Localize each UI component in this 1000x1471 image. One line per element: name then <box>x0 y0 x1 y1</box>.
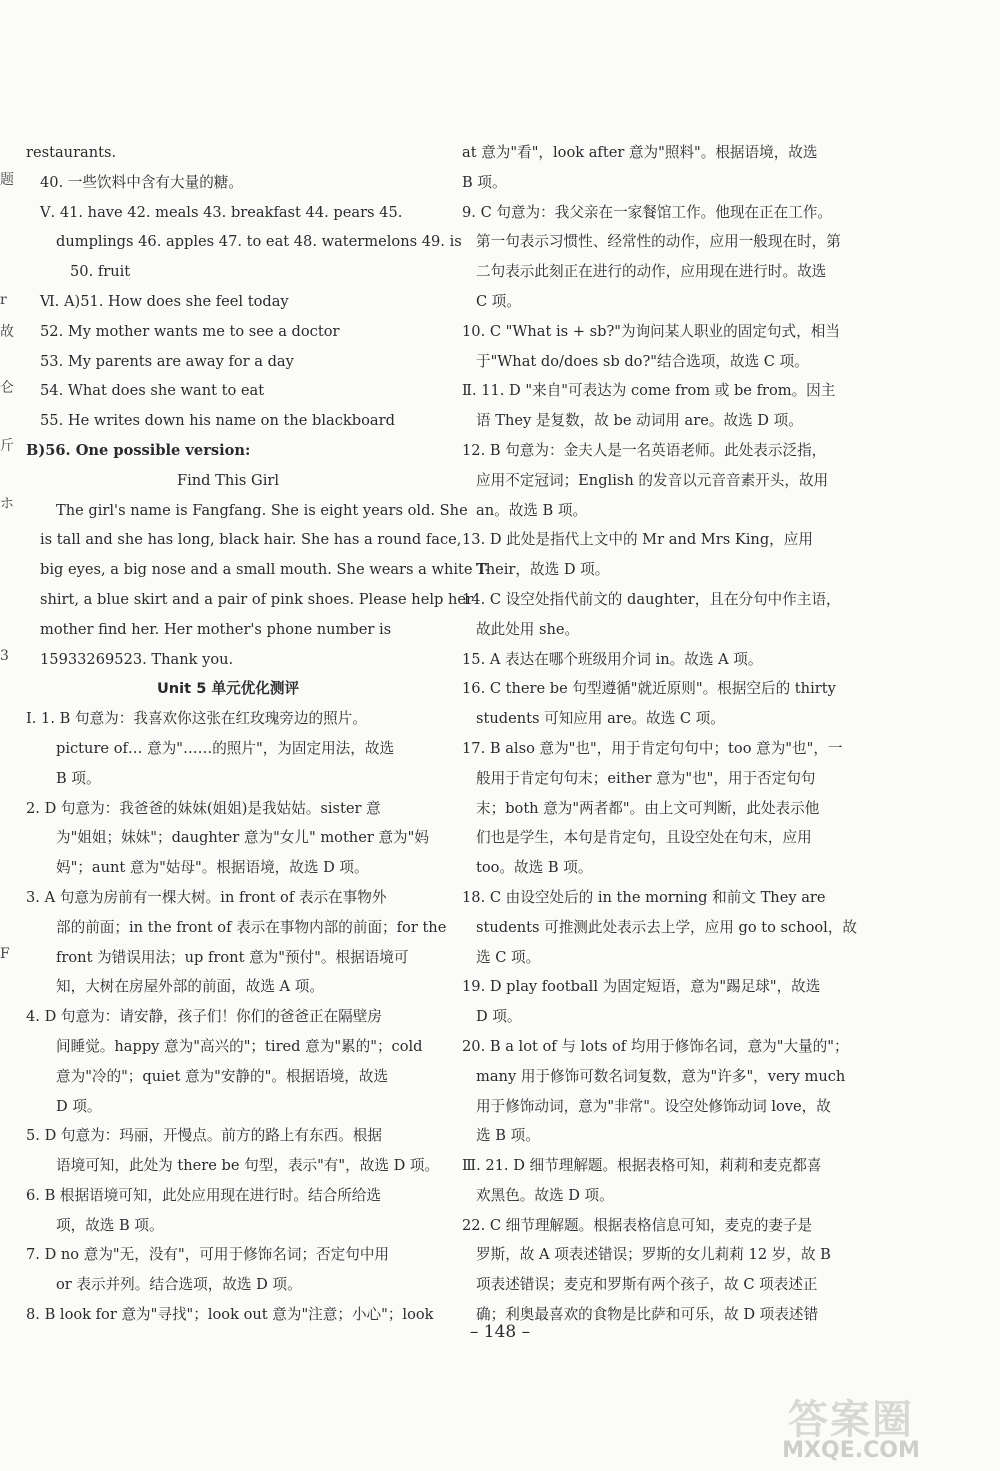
text-line: 般用于肯定句句末；either 意为"也"，用于否定句句 <box>476 769 816 787</box>
text-line: 4. D 句意为：请安静，孩子们！你们的爸爸正在隔壁房 <box>26 1008 382 1026</box>
text-line: Ⅰ. 1. B 句意为：我喜欢你这张在红玫瑰旁边的照片。 <box>26 710 367 728</box>
text-line: 间睡觉。happy 意为"高兴的"；tired 意为"累的"；cold <box>56 1037 423 1055</box>
text-line: Ⅲ. 21. D 细节理解题。根据表格可知，莉莉和麦克都喜 <box>462 1157 822 1175</box>
section-heading: Unit 5 单元优化测评 <box>156 680 300 698</box>
text-line: 故此处用 she。 <box>476 620 580 638</box>
text-line: 选 C 项。 <box>476 948 541 966</box>
text-line: 19. D play football 为固定短语，意为"踢足球"，故选 <box>462 978 821 996</box>
text-line: The girl's name is Fangfang. She is eight years old. She <box>56 501 468 519</box>
text-line: 2. D 句意为：我爸爸的妹妹(姐姐)是我姑姑。sister 意 <box>26 799 381 817</box>
text-line: 确；利奥最喜欢的食物是比萨和可乐，故 D 项表述错 <box>476 1306 819 1324</box>
watermark <box>716 1388 986 1468</box>
text-line: 欢黑色。故选 D 项。 <box>476 1186 614 1204</box>
text-line: an。故选 B 项。 <box>476 501 588 519</box>
text-line: 22. C 细节理解题。根据表格信息可知，麦克的妻子是 <box>462 1216 813 1234</box>
text-line: or 表示并列。结合选项，故选 D 项。 <box>56 1276 302 1294</box>
text-line: 15. A 表达在哪个班级用介词 in。故选 A 项。 <box>462 650 763 668</box>
edge-char: r <box>0 292 7 308</box>
text-line: B)56. One possible version: <box>26 441 251 459</box>
text-line: Ⅴ. 41. have 42. meals 43. breakfast 44. pears 45. <box>40 203 403 221</box>
text-line: is tall and she has long, black hair. She has a round face, <box>40 531 462 549</box>
text-line: at 意为"看"，look after 意为"照料"。根据语境，故选 <box>462 144 818 161</box>
edge-char: 仑 <box>0 380 14 396</box>
text-line: D 项。 <box>476 1008 522 1026</box>
text-line: 用于修饰动词，意为"非常"。设空处修饰动词 love，故 <box>476 1097 831 1115</box>
essay-title: Find This Girl <box>176 471 280 489</box>
text-line: 9. C 句意为：我父亲在一家餐馆工作。他现在正在工作。 <box>462 203 833 221</box>
edge-char: F <box>0 946 10 962</box>
text-line: Ⅵ. A)51. How does she feel today <box>40 292 289 310</box>
text-line: 50. fruit <box>70 263 131 281</box>
text-line: too。故选 B 项。 <box>476 859 593 877</box>
page-number: – 148 – <box>469 1322 531 1342</box>
text-line: 5. D 句意为：玛丽，开慢点。前方的路上有东西。根据 <box>26 1127 382 1145</box>
text-line: 知，大树在房屋外部的前面，故选 A 项。 <box>56 978 324 996</box>
text-line: students 可推测此处表示去上学，应用 go to school，故 <box>476 918 858 936</box>
text-line: 10. C "What is + sb?"为询问某人职业的固定句式，相当 <box>462 322 840 340</box>
edge-char: 斤 <box>0 438 14 454</box>
text-line: 项，故选 B 项。 <box>56 1216 164 1234</box>
text-line: 54. What does she want to eat <box>40 382 265 400</box>
text-line: 17. B also 意为"也"，用于肯定句句中；too 意为"也"，一 <box>462 739 843 757</box>
left-column <box>26 138 490 1330</box>
text-line: 选 B 项。 <box>476 1127 540 1145</box>
text-line: big eyes, a big nose and a small mouth. She wears a white T- <box>40 561 490 579</box>
text-line: 55. He writes down his name on the blackboard <box>40 412 395 430</box>
text-line: 项表述错误；麦克和罗斯有两个孩子，故 C 项表述正 <box>476 1276 818 1294</box>
text-line: D 项。 <box>56 1097 102 1115</box>
text-line: picture of… 意为"……的照片"，为固定用法，故选 <box>56 739 395 757</box>
text-line: 18. C 由设空处后的 in the morning 和前文 They are <box>462 888 826 906</box>
right-column <box>462 138 858 1330</box>
text-line: 第一句表示习惯性、经常性的动作，应用一般现在时，第 <box>476 233 841 251</box>
text-line: dumplings 46. apples 47. to eat 48. watermelons 49. is <box>56 233 462 251</box>
text-line: shirt, a blue skirt and a pair of pink shoes. Please help her <box>40 590 474 608</box>
text-line: B 项。 <box>462 173 507 191</box>
text-line: 语境可知，此处为 there be 句型，表示"有"，故选 D 项。 <box>56 1157 440 1175</box>
text-line: Their，故选 D 项。 <box>476 561 610 579</box>
text-line: mother find her. Her mother's phone number is <box>40 620 392 638</box>
text-line: restaurants. <box>26 144 117 161</box>
watermark-url: MXQE.COM <box>782 1438 920 1463</box>
text-line: 7. D no 意为"无，没有"，可用于修饰名词；否定句中用 <box>26 1246 390 1264</box>
watermark-logo: 答案圈 <box>788 1397 914 1443</box>
text-line: 于"What do/does sb do?"结合选项，故选 C 项。 <box>476 352 809 370</box>
text-line: 们也是学生，本句是肯定句，且设空处在句末，应用 <box>476 829 812 847</box>
text-line: 语 They 是复数，故 be 动词用 are。故选 D 项。 <box>476 412 803 430</box>
text-line: 妈"；aunt 意为"姑母"。根据语境，故选 D 项。 <box>56 859 369 877</box>
text-line: 15933269523. Thank you. <box>40 650 234 668</box>
text-line: 为"姐姐；妹妹"；daughter 意为"女儿" mother 意为"妈 <box>56 829 429 847</box>
edge-char: 题 <box>0 172 14 188</box>
text-line: 20. B a lot of 与 lots of 均用于修饰名词，意为"大量的"； <box>462 1037 849 1055</box>
text-line: 16. C there be 句型遵循"就近原则"。根据空后的 thirty <box>462 680 836 698</box>
text-line: 40. 一些饮料中含有大量的糖。 <box>40 173 243 191</box>
text-line: many 用于修饰可数名词复数，意为"许多"，very much <box>476 1067 846 1085</box>
text-line: 末；both 意为"两者都"。由上文可判断，此处表示他 <box>476 799 820 817</box>
text-line: 12. B 句意为：金夫人是一名英语老师。此处表示泛指， <box>462 441 827 459</box>
edge-char: 3 <box>0 648 9 664</box>
text-line: 部的前面；in the front of 表示在事物内部的前面；for the <box>56 918 447 936</box>
text-line: 二句表示此刻正在进行的动作，应用现在进行时。故选 <box>476 263 827 281</box>
text-line: 罗斯，故 A 项表述错误；罗斯的女儿莉莉 12 岁，故 B <box>476 1246 831 1264</box>
text-line: 3. A 句意为房前有一棵大树。in front of 表示在事物外 <box>26 888 387 906</box>
text-line: 应用不定冠词；English 的发音以元音音素开头，故用 <box>476 471 829 489</box>
text-line: 6. B 根据语境可知，此处应用现在进行时。结合所给选 <box>26 1186 381 1204</box>
text-line: 14. C 设空处指代前文的 daughter，且在分句中作主语， <box>462 590 841 608</box>
text-line: C 项。 <box>476 292 521 310</box>
text-line: 8. B look for 意为"寻找"；look out 意为"注意；小心"；look <box>26 1306 434 1324</box>
edge-char: ホ <box>0 496 14 512</box>
edge-char: 故 <box>0 324 14 340</box>
text-line: front 为错误用法；up front 意为"预付"。根据语境可 <box>56 948 409 966</box>
text-line: 意为"冷的"；quiet 意为"安静的"。根据语境，故选 <box>56 1067 389 1085</box>
text-line: B 项。 <box>56 769 101 787</box>
text-line: 52. My mother wants me to see a doctor <box>40 322 340 340</box>
text-line: Ⅱ. 11. D "来自"可表达为 come from 或 be from。因主 <box>462 382 836 400</box>
text-line: 13. D 此处是指代上文中的 Mr and Mrs King，应用 <box>462 531 813 549</box>
text-line: 53. My parents are away for a day <box>40 352 294 370</box>
text-line: students 可知应用 are。故选 C 项。 <box>476 710 725 728</box>
